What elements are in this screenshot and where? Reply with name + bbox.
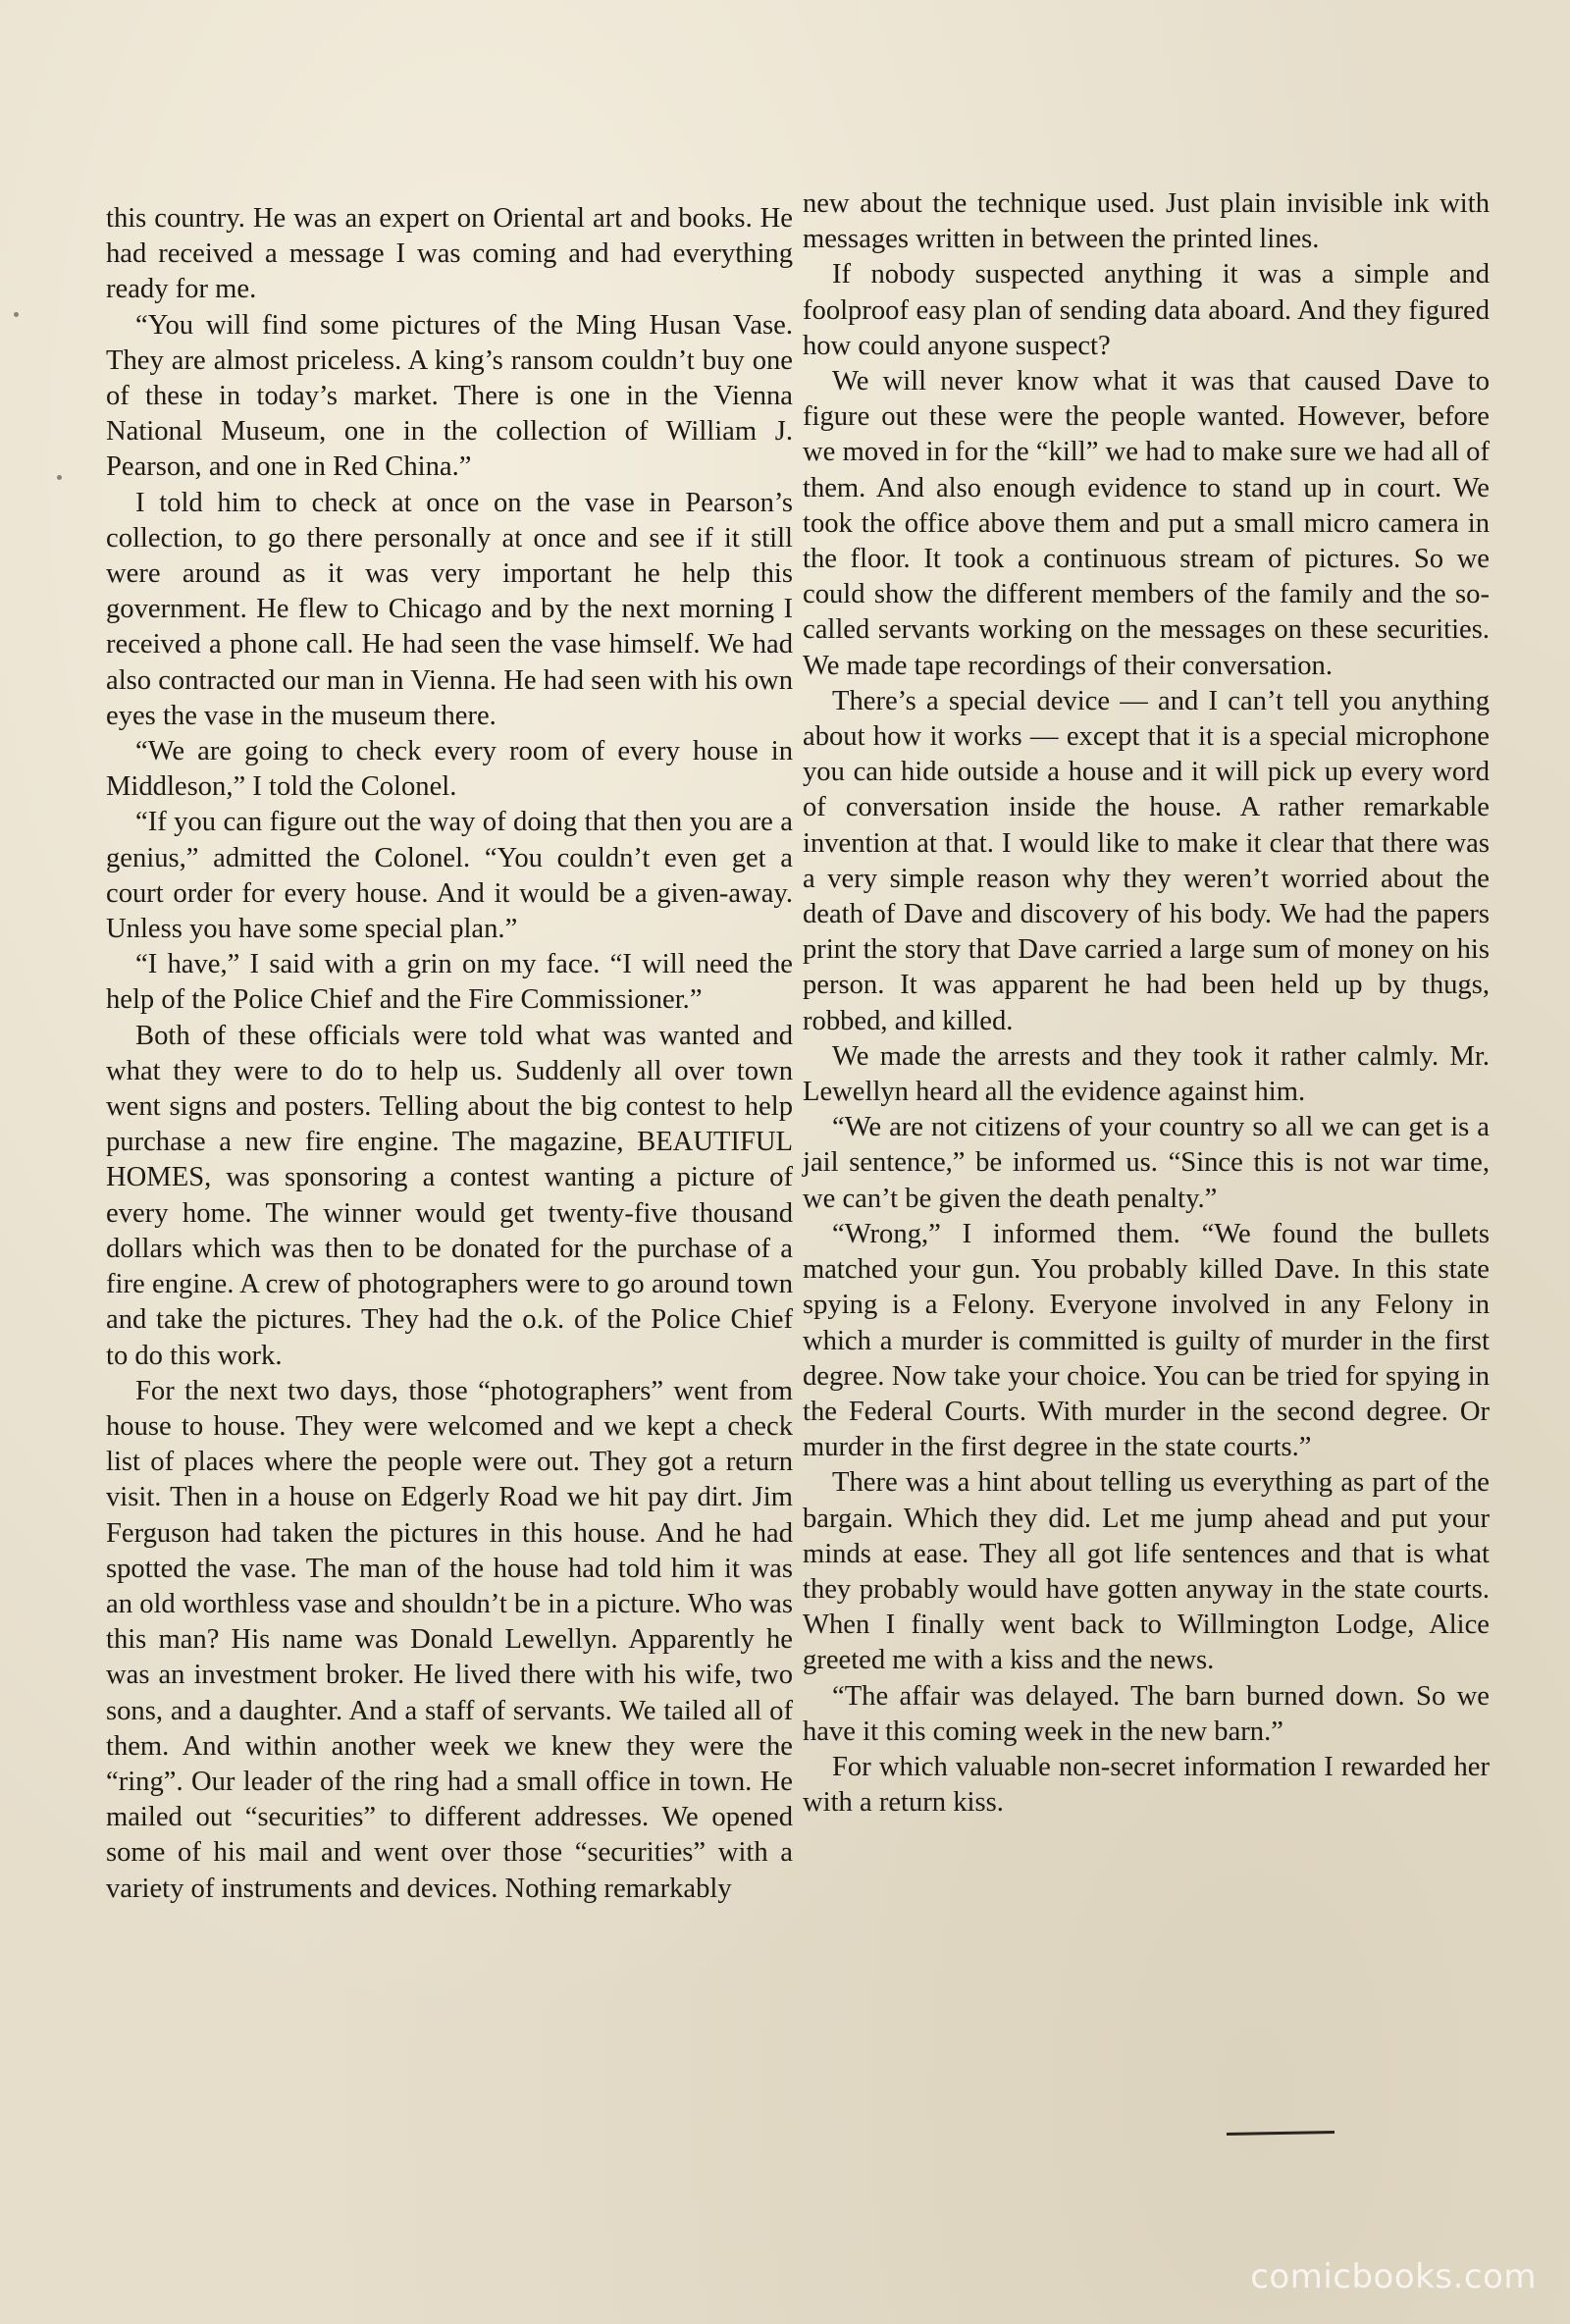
paragraph: There’s a special device — and I can’t tell you anything about how it works — except that it is a special microphone you can hide outside a house and it will pick up every word of conversation inside the house. A rather remarkable invention at that. I would like to make it clear that there was a very simple reason why they weren’t worried about the death of Dave and discovery of his body. We had the papers print the story that Dave carried a large sum of money on his person. It was apparent he had been held up by thugs, robbed, and killed. bbox=[803, 685, 1490, 1036]
paragraph: For the next two days, those “photographers” went from house to house. They were welcomed and we kept a check list of places where the people were out. They got a return visit. Then in a house on Edgerly Road we hit pay dirt. Jim Ferguson had taken the pictures in this house. And he had spotted the vase. The man of the house had told him it was an old worthless vase and shouldn’t be in a picture. Who was this man? His name was Donald Lewellyn. Apparently he was an investment broker. He lived there with his wife, two sons, and a daughter. And a staff of servants. We tailed all of them. And within another week we knew they were the “ring”. Our leader of the ring had a small office in town. He mailed out “securities” to different addresses. We opened some of his mail and went over those “securities” with a variety of instruments and devices. Nothing remarkably bbox=[106, 1375, 793, 1904]
paragraph: There was a hint about telling us everything as part of the bargain. Which they did. Let me jump ahead and put your minds at ease. They all got life sentences and that is what they probably would have gotten anyway in the state courts. When I finally went back to Willmington Lodge, Alice greeted me with a kiss and the news. bbox=[803, 1467, 1490, 1676]
site-watermark: comicbooks.com bbox=[1250, 2257, 1537, 2297]
paragraph: “You will find some pictures of the Ming Husan Vase. They are almost priceless. A king’s ransom couldn’t buy one of these in today’s market. There is one in the Vienna National Museum, one in the collection of William J. Pearson, and one in Red China.” bbox=[106, 309, 793, 483]
paragraph: I told him to check at once on the vase in Pearson’s collection, to go there personally at once and see if it still were around as it was very important he help this government. He flew to Chicago and by the next morning I received a phone call. He had seen the vase himself. We had also contracted our man in Vienna. He had seen with his own eyes the vase in the museum there. bbox=[106, 487, 793, 731]
paragraph: new about the technique used. Just plain invisible ink with messages written in between the printed lines. bbox=[803, 188, 1490, 255]
margin-speck bbox=[14, 312, 19, 317]
paragraph: “The affair was delayed. The barn burned down. So we have it this coming week in the new barn.” bbox=[803, 1680, 1490, 1747]
margin-speck bbox=[57, 475, 62, 480]
paragraph: We made the arrests and they took it rather calmly. Mr. Lewellyn heard all the evidence against him. bbox=[803, 1040, 1490, 1108]
paragraph: “We are not citizens of your country so all we can get is a jail sentence,” be informed us. “Since this is not war time, we can’t be given the death penalty.” bbox=[803, 1112, 1490, 1214]
left-text-column bbox=[106, 201, 793, 1907]
paragraph: For which valuable non-secret information I rewarded her with a return kiss. bbox=[803, 1751, 1490, 1819]
paragraph: “We are going to check every room of every house in Middleson,” I told the Colonel. bbox=[106, 736, 793, 803]
paragraph: If nobody suspected anything it was a simple and foolproof easy plan of sending data aboard. And they figured how could anyone suspect? bbox=[803, 259, 1490, 361]
right-text-column bbox=[803, 186, 1490, 1821]
paragraph: “I have,” I said with a grin on my face. “I will need the help of the Police Chief and the Fire Commissioner.” bbox=[106, 949, 793, 1016]
paragraph: We will never know what it was that caused Dave to figure out these were the people wanted. However, before we moved in for the “kill” we had to make sure we had all of them. And also enough evidence to stand up in court. We took the office above them and put a small micro camera in the floor. It took a continuous stream of pictures. So we could show the different members of the family and the so-called servants working on the messages on these securities. We made tape recordings of their conversation. bbox=[803, 366, 1490, 681]
story-end-rule bbox=[1227, 2131, 1334, 2136]
paragraph: Both of these officials were told what was wanted and what they were to do to help us. Suddenly all over town went signs and posters. Telling about the big contest to help purchase a new fire engine. The magazine, BEAUTIFUL HOMES, was sponsoring a contest wanting a picture of every home. The winner would get twenty-five thousand dollars which was then to be donated for the purchase of a fire engine. A crew of photographers were to go around town and take the pictures. They had the o.k. of the Police Chief to do this work. bbox=[106, 1020, 793, 1371]
paragraph: “Wrong,” I informed them. “We found the bullets matched your gun. You probably killed Dave. In this state spying is a Felony. Everyone involved in any Felony in which a murder is committed is guilty of murder in the first degree. Now take your choice. You can be tried for spying in the Federal Courts. With murder in the second degree. Or murder in the first degree in the state courts.” bbox=[803, 1218, 1490, 1463]
paragraph: this country. He was an expert on Oriental art and books. He had received a message I was coming and had everything ready for me. bbox=[106, 203, 793, 305]
paragraph: “If you can figure out the way of doing that then you are a genius,” admitted the Colonel. “You couldn’t even get a court order for every house. And it would be a given-away. Unless you have some special plan.” bbox=[106, 807, 793, 945]
